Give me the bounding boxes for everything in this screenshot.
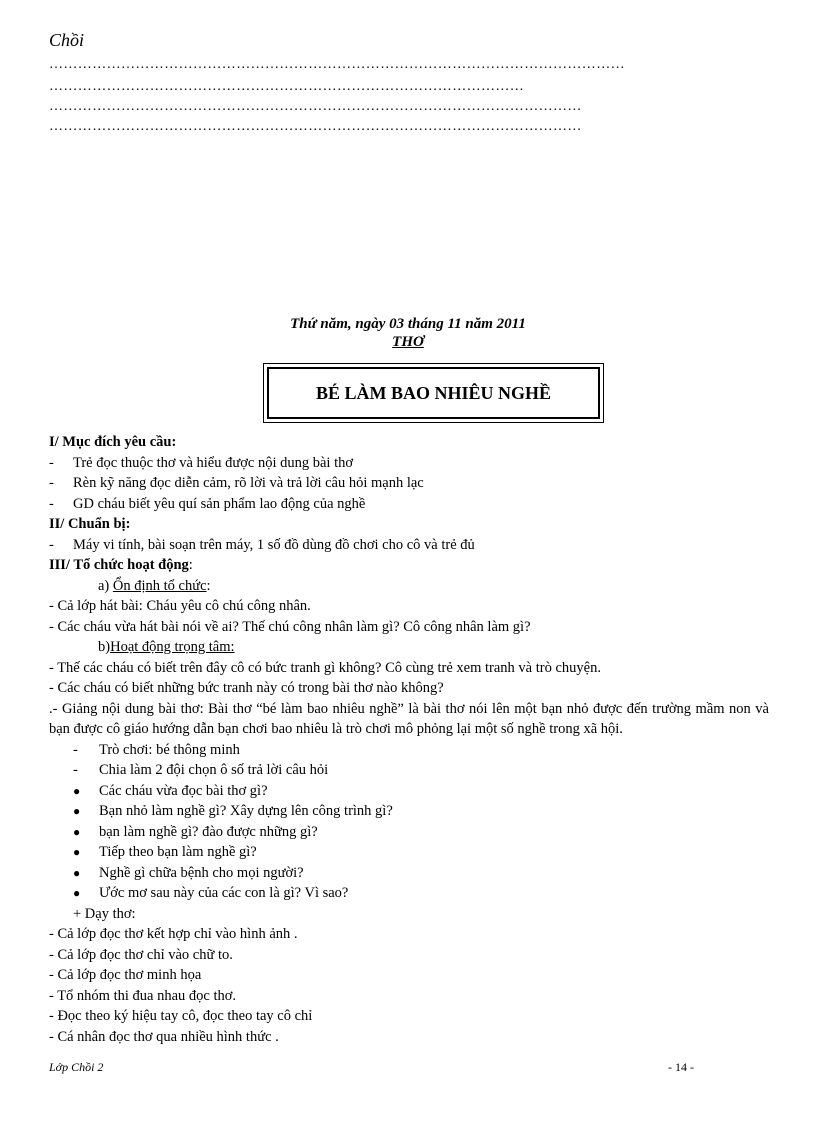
subsection-b-heading: b)Hoạt động trọng tâm: (98, 639, 235, 655)
question-item: ● Bạn nhỏ làm nghề gì? Xây dựng lên công trình gì? (73, 803, 393, 819)
title-box (263, 363, 604, 423)
class-label-top: Chồi (49, 30, 85, 50)
text-line: - Cả lớp đọc thơ kết hợp chỉ vào hình ảnh . (49, 926, 298, 942)
section-1-heading: I/ Mục đích yêu cầu: (49, 434, 177, 450)
question-item: ● Các cháu vừa đọc bài thơ gì? (73, 782, 268, 799)
question-item: ● bạn làm nghề gì? đào được những gì? (73, 823, 318, 840)
text-line: - Cả lớp hát bài: Cháu yêu cô chú công nhân. (49, 598, 311, 614)
lesson-date: Thứ năm, ngày 03 tháng 11 năm 2011 (290, 316, 526, 332)
text-line: - Cá nhân đọc thơ qua nhiều hình thức . (49, 1028, 279, 1045)
dotted-line-1: ………………………………………………………………………………………………………… (49, 57, 625, 72)
section-3-heading: III/ Tổ chức hoạt động: (49, 557, 193, 573)
list-item: - Máy vi tính, bài soạn trên máy, 1 số đồ dùng đồ chơi cho cô và trẻ đủ (49, 536, 475, 553)
list-item: - GD cháu biết yêu quí sản phẩm lao động của nghề (49, 495, 366, 512)
question-item: ● Nghề gì chữa bệnh cho mọi người? (73, 864, 304, 881)
text-line: - Tổ nhóm thi đua nhau đọc thơ. (49, 987, 237, 1004)
text-line: - Cả lớp đọc thơ minh họa (49, 967, 202, 983)
list-item: - Chia làm 2 đội chọn ô số trả lời câu hỏi (73, 762, 329, 778)
list-item: - Trò chơi: bé thông minh (73, 741, 240, 758)
dotted-line-4: ………………………………………………………………………………………………… (49, 119, 582, 134)
lesson-title: BÉ LÀM BAO NHIÊU NGHỀ (315, 382, 552, 403)
text-line: - Cả lớp đọc thơ chỉ vào chữ to. (49, 946, 233, 963)
question-item: ● Tiếp theo bạn làm nghề gì? (73, 844, 257, 860)
text-line: - Các cháu có biết những bức tranh này có trong bài thơ nào không? (49, 680, 444, 696)
list-item: - Rèn kỹ năng đọc diễn cảm, rõ lời và trả lời câu hỏi mạnh lạc (49, 475, 424, 491)
question-item: ● Ước mơ sau này của các con là gì? Vì sao? (73, 885, 349, 901)
text-line: - Thế các cháu có biết trên đây cô có bức tranh gì không? Cô cùng trẻ xem tranh và trò chuyện. (49, 659, 601, 676)
lesson-content (49, 432, 769, 1047)
list-item: - Trẻ đọc thuộc thơ và hiểu được nội dung bài thơ (49, 454, 354, 471)
lesson-genre: THƠ (392, 334, 424, 350)
subsection-a-heading: a) Ổn định tổ chức: (98, 577, 211, 594)
page-number: - 14 - (668, 1060, 694, 1074)
text-line: - Đọc theo ký hiệu tay cô, đọc theo tay cô chỉ (49, 1008, 313, 1024)
footer-class-name: Lớp Chồi 2 (49, 1060, 104, 1074)
text-line: - Các cháu vừa hát bài nói về ai? Thế chú công nhân làm gì? Cô công nhân làm gì? (49, 618, 531, 635)
section-2-heading: II/ Chuẩn bị: (49, 516, 131, 532)
teach-poem-heading: + Dạy thơ: (73, 905, 136, 922)
dotted-line-3: ………………………………………………………………………………………………… (49, 99, 582, 114)
dotted-line-2: ……………………………………………………………………………………… (49, 79, 525, 94)
title-box-inner (267, 367, 600, 419)
poem-summary-paragraph: .- Giảng nội dung bài thơ: Bài thơ “bé làm bao nhiêu nghề” là bài thơ nói lên một bạn nhỏ được đến trường mầm non và bạn được cô giáo hướng dẫn bạn chơi bao nhiêu là trò chơi mô phỏng lại một số nghề trong xã hội. (49, 700, 769, 737)
